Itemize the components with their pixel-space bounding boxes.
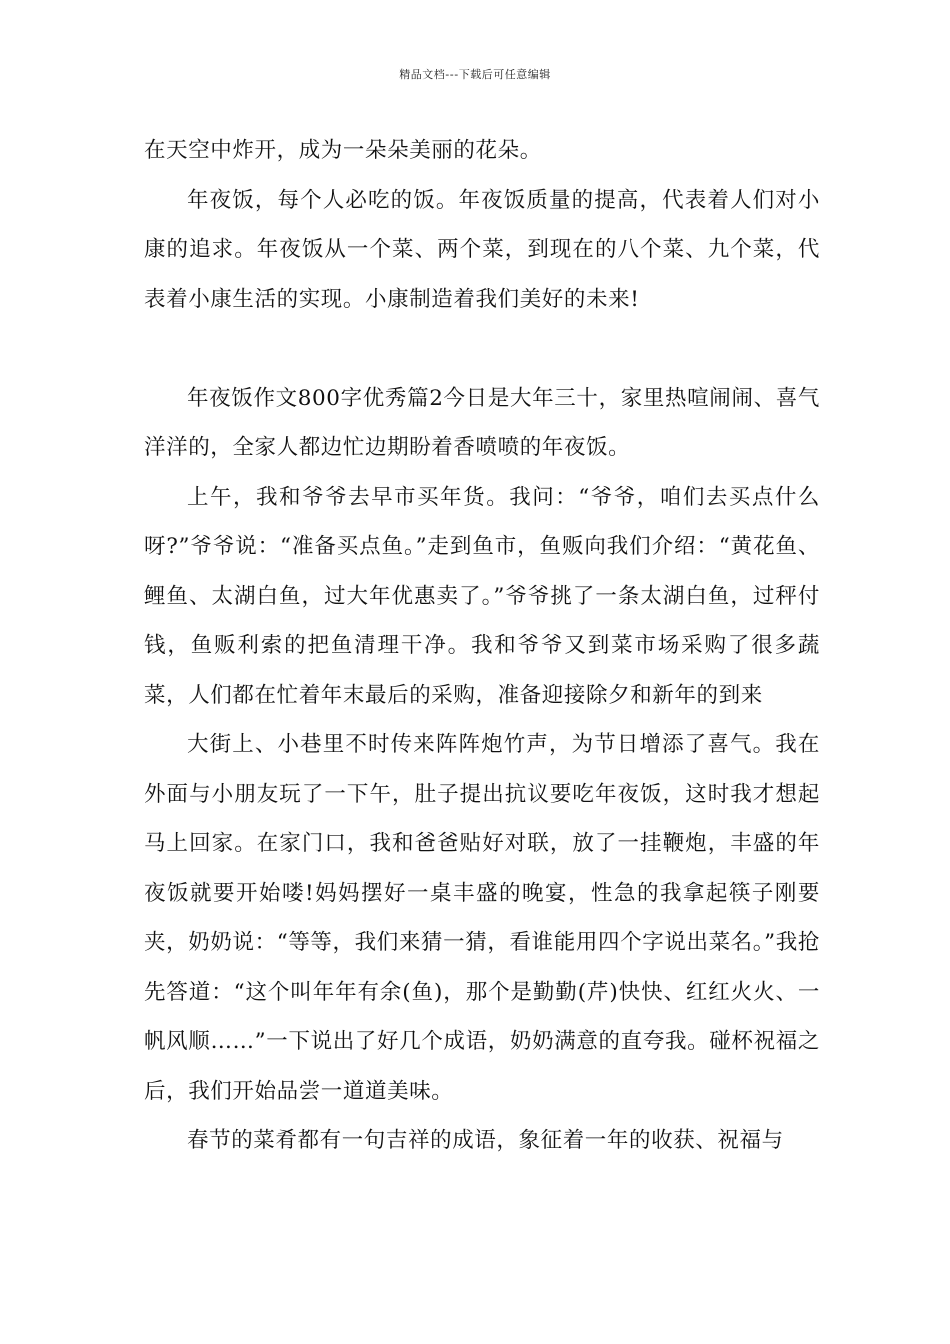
paragraph-evening-feast: 大街上、小巷里不时传来阵阵炮竹声，为节日增添了喜气。我在外面与小朋友玩了一下午，肚子提出抗议要吃年夜饭，这时我才想起马上回家。在家门口，我和爸爸贴好对联，放了一挂鞭炮，丰盛的年夜饭就要开始喽!妈妈摆好一桌丰盛的晚宴，性急的我拿起筷子刚要夹，奶奶说：“等等，我们来猜一猜，看谁能用四个字说出菜名。”我抢先答道：“这个叫年年有余(鱼)，那个是勤勤(芹)快快、红红火火、一帆风顺……”一下说出了好几个成语，奶奶满意的直夸我。碰杯祝福之后，我们开始品尝一道道美味。: [144, 732, 820, 1104]
paragraph-new-year-dinner: 年夜饭，每个人必吃的饭。年夜饭质量的提高，代表着人们对小康的追求。年夜饭从一个菜、两个菜，到现在的八个菜、九个菜，代表着小康生活的实现。小康制造着我们美好的未来!: [144, 187, 820, 312]
document-body: [144, 126, 820, 1166]
paragraph-dish-idioms: 春节的菜肴都有一句吉祥的成语，象征着一年的收获、祝福与: [187, 1128, 784, 1153]
paragraph-essay-2-intro: 年夜饭作文800字优秀篇2今日是大年三十，家里热喧闹闹、喜气洋洋的，全家人都边忙边期盼着香喷喷的年夜饭。: [144, 385, 820, 460]
page-header: 精品文档---下载后可任意编辑: [399, 68, 551, 81]
paragraph-morning-market: 上午，我和爷爷去早市买年货。我问：“爷爷，咱们去买点什么呀?”爷爷说：“准备买点鱼。”走到鱼市，鱼贩向我们介绍：“黄花鱼、鲤鱼、太湖白鱼，过大年优惠卖了。”爷爷挑了一条太湖白鱼，过秤付钱，鱼贩利索的把鱼清理干净。我和爷爷又到菜市场采购了很多蔬菜，人们都在忙着年末最后的采购，准备迎接除夕和新年的到来: [144, 484, 820, 708]
paragraph-spacer: [144, 324, 820, 374]
paragraph-fireworks-end: 在天空中炸开，成为一朵朵美丽的花朵。: [144, 138, 542, 163]
